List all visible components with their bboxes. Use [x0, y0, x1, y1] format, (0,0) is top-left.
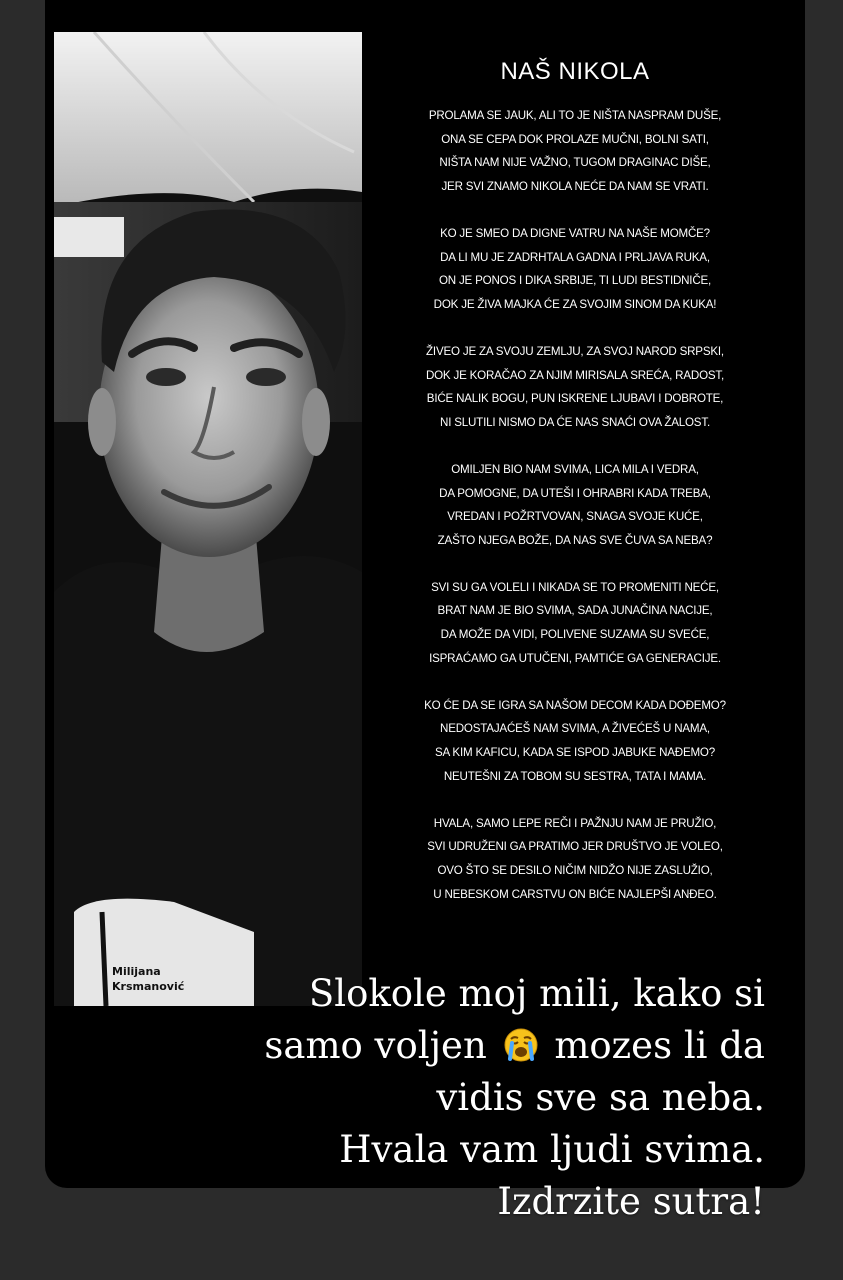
poem-line: ISPRAĆAMO GA UTUČENI, PAMTIĆE GA GENERACIJE. [429, 651, 721, 665]
poem-line: JER SVI ZNAMO NIKOLA NEĆE DA NAM SE VRATI. [441, 179, 709, 193]
poem-line: KO JE SMEO DA DIGNE VATRU NA NAŠE MOMČE? [440, 226, 710, 240]
poem-stanza [370, 458, 780, 552]
poem-stanza [370, 104, 780, 198]
portrait-photo [54, 32, 362, 1006]
caption-line: Izdrzite sutra! [497, 1180, 765, 1223]
poem-line: VREDAN I POŽRTVOVAN, SNAGA SVOJE KUĆE, [447, 510, 703, 524]
poem-line: DOK JE ŽIVA MAJKA ĆE ZA SVOJIM SINOM DA KUKA! [433, 297, 717, 311]
caption-line: vidis sve sa neba. [436, 1076, 765, 1119]
poem-stanza [370, 222, 780, 316]
poem-line: OVO ŠTO SE DESILO NIČIM NIDŽO NIJE ZASLUŽIO, [437, 864, 713, 877]
poem-line: ZAŠTO NJEGA BOŽE, DA NAS SVE ČUVA SA NEBA? [437, 533, 713, 547]
poem-text [370, 104, 780, 930]
portrait-image [54, 32, 362, 1006]
poem-line: DA LI MU JE ZADRHTALA GADNA I PRLJAVA RUKA, [440, 250, 710, 264]
story-caption [145, 968, 765, 1228]
poem-title: NAŠ NIKOLA [500, 58, 650, 85]
poem-line: BIĆE NALIK BOGU, PUN ISKRENE LJUBAVI I DOBROTE, [426, 392, 724, 406]
poem-line: DA MOŽE DA VIDI, POLIVENE SUZAMA SU SVEĆE, [440, 628, 710, 642]
poem-stanza [370, 576, 780, 670]
poem-line: BRAT NAM JE BIO SVIMA, SADA JUNAČINA NACIJE, [437, 604, 713, 618]
poem-line: SVI UDRUŽENI GA PRATIMO JER DRUŠTVO JE VOLEO, [427, 840, 723, 854]
poem-stanza [370, 694, 780, 788]
poem-line: NIŠTA NAM NIJE VAŽNO, TUGOM DRAGINAC DIŠE, [439, 156, 711, 170]
caption-text: mozes li da [554, 1024, 765, 1067]
caption-line: Hvala vam ljudi svima. [339, 1128, 765, 1171]
poem-line: NI SLUTILI NISMO DA ĆE NAS SNAĆI OVA ŽALOST. [440, 415, 710, 429]
poem-line: HVALA, SAMO LEPE REČI I PAŽNJU NAM JE PRUŽIO, [433, 816, 717, 830]
poem-line: OMILJEN BIO NAM SVIMA, LICA MILA I VEDRA, [451, 462, 699, 476]
caption-line: Slokole moj mili, kako si [308, 972, 765, 1015]
poem-line: KO ĆE DA SE IGRA SA NAŠOM DECOM KADA DOĐEMO? [424, 698, 726, 712]
caption-text: samo voljen [264, 1024, 487, 1067]
crying-face-icon [503, 1027, 539, 1063]
poem-stanza [370, 340, 780, 434]
poem-line: ŽIVEO JE ZA SVOJU ZEMLJU, ZA SVOJ NAROD SRPSKI, [426, 344, 724, 358]
poem-line: ON JE PONOS I DIKA SRBIJE, TI LUDI BESTIDNIČE, [438, 274, 712, 288]
poem-line: PROLAMA SE JAUK, ALI TO JE NIŠTA NASPRAM DUŠE, [428, 109, 722, 122]
poem-line: U NEBESKOM CARSTVU ON BIĆE NAJLEPŠI ANĐEO. [433, 887, 717, 901]
poem-line: SVI SU GA VOLELI I NIKADA SE TO PROMENITI NEĆE, [431, 580, 719, 594]
poem-stanza [370, 812, 780, 906]
photo-credit-last: Krsmanović [112, 980, 185, 993]
caption-line [145, 1020, 765, 1072]
poem-line: NEDOSTAJAĆEŠ NAM SVIMA, A ŽIVEĆEŠ U NAMA, [440, 722, 710, 736]
poem-line: ONA SE CEPA DOK PROLAZE MUČNI, BOLNI SATI, [441, 132, 709, 146]
photo-credit-first: Milijana [112, 965, 161, 978]
poem-line: DOK JE KORAČAO ZA NJIM MIRISALA SREĆA, RADOST, [425, 368, 725, 382]
poem-line: SA KIM KAFICU, KADA SE ISPOD JABUKE NAĐEMO? [434, 746, 716, 760]
poem-line: DA POMOGNE, DA UTEŠI I OHRABRI KADA TREBA, [439, 486, 711, 500]
poem-line: NEUTEŠNI ZA TOBOM SU SESTRA, TATA I MAMA. [443, 769, 707, 783]
